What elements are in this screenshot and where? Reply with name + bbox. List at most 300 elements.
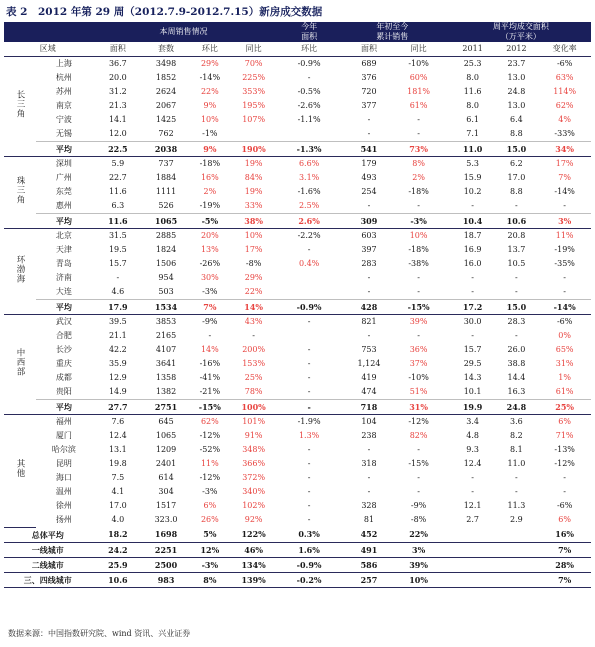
- cell-value: 78%: [244, 387, 263, 396]
- cell-value: 6%: [203, 501, 217, 510]
- summary-value: 46%: [232, 542, 276, 557]
- cell-value: -: [515, 287, 518, 296]
- cell-value: -: [471, 331, 474, 340]
- cell-value: 1065: [144, 214, 188, 229]
- cell-value: 1358: [155, 373, 177, 382]
- average-label: 平均: [36, 300, 91, 315]
- city-name: 北京: [55, 231, 72, 240]
- cell-value: -16%: [199, 359, 221, 368]
- cell-value: 13.7: [507, 245, 526, 254]
- cell-value: -8%: [410, 515, 427, 524]
- table-row: [4, 99, 591, 113]
- cell-value: 60%: [409, 73, 428, 82]
- cell-value: 0%: [558, 331, 571, 340]
- table-row: [4, 157, 591, 172]
- summary-value: 452: [343, 527, 396, 542]
- city-name: 天津: [55, 245, 72, 254]
- cell-value: 8.1: [510, 445, 523, 454]
- cell-value: -: [367, 201, 371, 210]
- cell-value: -3%: [202, 487, 218, 496]
- table-row: [4, 127, 591, 142]
- cell-value: -: [307, 373, 311, 382]
- cell-value: 9%: [188, 142, 232, 157]
- cell-value: 2038: [144, 142, 188, 157]
- cell-value: -6%: [556, 501, 573, 510]
- cell-value: 6.4: [510, 115, 523, 124]
- cell-value: -18%: [408, 245, 429, 254]
- cell-value: 2.5%: [298, 201, 320, 210]
- cell-value: 19.8: [108, 459, 127, 468]
- col-2012: 2012: [495, 42, 539, 57]
- cell-value: -9%: [202, 317, 218, 326]
- cell-value: 6.6%: [298, 159, 320, 168]
- cell-value: [284, 127, 334, 142]
- cell-value: 474: [361, 387, 377, 396]
- cell-value: 19%: [244, 187, 263, 196]
- cell-value: 2401: [155, 459, 177, 468]
- cell-value: 73%: [395, 142, 442, 157]
- summary-value: 25.9: [92, 557, 145, 572]
- cell-value: -: [307, 459, 311, 468]
- summary-value: 2251: [144, 542, 188, 557]
- cell-value: 31%: [395, 400, 442, 415]
- cell-value: 102%: [242, 501, 266, 510]
- cell-value: 1%: [558, 373, 571, 382]
- cell-value: 25%: [538, 400, 591, 415]
- cell-value: 17.9: [92, 300, 145, 315]
- cell-value: -52%: [199, 445, 221, 454]
- cell-value: 1209: [155, 445, 177, 454]
- header-weekly-avg: 周平均成交面积 （万平米）: [451, 22, 591, 42]
- cell-value: 954: [158, 273, 174, 282]
- cell-value: 2.6%: [284, 214, 334, 229]
- summary-row: [4, 572, 591, 587]
- table-row: [4, 199, 591, 214]
- cell-value: 10%: [409, 231, 428, 240]
- cell-value: 38%: [232, 214, 276, 229]
- cell-value: 2165: [155, 331, 177, 340]
- table-row: [4, 229, 591, 244]
- table-row: [4, 499, 591, 513]
- cell-value: 16%: [200, 173, 219, 182]
- table-row: [4, 443, 591, 457]
- cell-value: 15.0: [495, 300, 539, 315]
- city-name: 惠州: [55, 201, 72, 210]
- cell-value: 71%: [555, 431, 574, 440]
- cell-value: 70%: [244, 59, 263, 68]
- cell-value: 304: [158, 487, 174, 496]
- table-row: [4, 271, 591, 285]
- table-row: [4, 471, 591, 485]
- cell-value: 1517: [155, 501, 177, 510]
- table-row: [4, 85, 591, 99]
- header-cum-area: 今年 面积: [284, 22, 334, 42]
- cell-value: 39.5: [108, 317, 127, 326]
- cell-value: -12%: [408, 417, 429, 426]
- average-label: 平均: [36, 214, 91, 229]
- summary-value: [495, 542, 539, 557]
- city-name: 长沙: [55, 345, 72, 354]
- cell-value: 29%: [244, 273, 263, 282]
- cell-value: 104: [361, 417, 377, 426]
- cell-value: -1%: [202, 129, 218, 138]
- cell-value: -: [563, 473, 566, 482]
- cell-value: -: [367, 473, 371, 482]
- cell-value: 2%: [412, 173, 425, 182]
- col-units: 套数: [144, 42, 188, 57]
- cell-value: 2.9: [510, 515, 523, 524]
- cell-value: 20.0: [108, 73, 127, 82]
- col-wow: 环比: [188, 42, 232, 57]
- summary-value: [451, 527, 495, 542]
- cell-value: 107%: [242, 115, 266, 124]
- cell-value: -12%: [199, 431, 221, 440]
- cell-value: 3498: [155, 59, 177, 68]
- cell-value: 10%: [200, 115, 219, 124]
- cell-value: -: [307, 445, 311, 454]
- cell-value: 11%: [200, 459, 219, 468]
- cell-value: 14.4: [507, 373, 526, 382]
- average-label: 平均: [36, 142, 91, 157]
- region-label: 中西部: [4, 315, 36, 415]
- city-name: 东莞: [55, 187, 72, 196]
- cell-value: 1382: [155, 387, 177, 396]
- cell-value: 24.8: [495, 400, 539, 415]
- cell-value: 1884: [155, 173, 177, 182]
- cell-value: 3.4: [466, 417, 479, 426]
- city-name: 武汉: [55, 317, 72, 326]
- summary-value: [451, 572, 495, 587]
- cell-value: [284, 285, 334, 300]
- cell-value: 13.0: [507, 73, 526, 82]
- cell-value: 11.0: [507, 459, 526, 468]
- header-blank: [4, 22, 92, 42]
- cell-value: -: [307, 73, 311, 82]
- cell-value: -: [307, 515, 311, 524]
- cell-value: 62%: [555, 101, 574, 110]
- table-row: [4, 385, 591, 400]
- cell-value: -: [417, 287, 420, 296]
- cell-value: 190%: [232, 142, 276, 157]
- cell-value: 31.5: [108, 231, 127, 240]
- header-gap: [442, 22, 451, 42]
- cell-value: -: [208, 331, 212, 340]
- cell-value: -: [284, 400, 334, 415]
- summary-value: 8%: [188, 572, 232, 587]
- average-row: [4, 300, 591, 315]
- city-name: 大连: [55, 287, 72, 296]
- cell-value: 238: [361, 431, 377, 440]
- summary-value: 16%: [538, 527, 591, 542]
- cell-value: 428: [343, 300, 396, 315]
- cell-value: 493: [361, 173, 377, 182]
- cell-value: 17%: [244, 245, 263, 254]
- cell-value: 10%: [244, 231, 263, 240]
- cell-value: 31%: [555, 359, 574, 368]
- table-row: [4, 513, 591, 527]
- table-row: [4, 57, 591, 72]
- cell-value: 718: [343, 400, 396, 415]
- cell-value: -41%: [199, 373, 221, 382]
- cell-value: 2%: [203, 187, 217, 196]
- cell-value: 1065: [155, 431, 177, 440]
- summary-value: 5%: [188, 527, 232, 542]
- cell-value: [232, 127, 276, 142]
- cell-value: 5.9: [111, 159, 125, 168]
- cell-value: 42.2: [108, 345, 127, 354]
- cell-value: 283: [361, 259, 377, 268]
- average-row: [4, 214, 591, 229]
- cell-value: -: [252, 331, 255, 340]
- cell-value: 4107: [155, 345, 177, 354]
- cell-value: 22%: [200, 87, 219, 96]
- cell-value: 4.6: [111, 287, 125, 296]
- cell-value: 114%: [553, 87, 577, 96]
- cell-value: -: [307, 317, 311, 326]
- cell-value: -6%: [556, 59, 573, 68]
- cell-value: 38.8: [507, 359, 526, 368]
- cell-value: 737: [158, 159, 174, 168]
- cell-value: -1.3%: [284, 142, 334, 157]
- cell-value: 15.7: [463, 345, 482, 354]
- city-name: 上海: [55, 59, 72, 68]
- table-row: [4, 315, 591, 330]
- cell-value: 7.5: [111, 473, 125, 482]
- city-name: 深圳: [55, 159, 72, 168]
- cell-value: 20.8: [507, 231, 526, 240]
- cell-value: 51%: [409, 387, 428, 396]
- cell-value: 11.0: [451, 142, 495, 157]
- cell-value: -18%: [199, 159, 221, 168]
- cell-value: -: [116, 273, 120, 282]
- city-name: 合肥: [55, 331, 72, 340]
- city-name: 扬州: [55, 515, 72, 524]
- cell-value: 11.6: [108, 187, 127, 196]
- summary-value: 10.6: [92, 572, 145, 587]
- cell-value: -9%: [410, 501, 427, 510]
- cell-value: 12.0: [108, 129, 127, 138]
- city-name: 宁波: [55, 115, 72, 124]
- cell-value: 37%: [409, 359, 428, 368]
- cell-value: -: [563, 201, 566, 210]
- cell-value: -3%: [395, 214, 442, 229]
- cell-value: 7%: [188, 300, 232, 315]
- cell-value: 12.9: [108, 373, 127, 382]
- cell-value: -: [307, 345, 311, 354]
- table-body: [4, 57, 591, 588]
- cell-value: 15.0: [495, 142, 539, 157]
- cell-value: 30.0: [463, 317, 482, 326]
- cell-value: -1.6%: [297, 187, 321, 196]
- summary-value: 7%: [538, 572, 591, 587]
- cell-value: -6%: [556, 317, 573, 326]
- cell-value: -: [367, 487, 371, 496]
- cell-value: 195%: [242, 101, 266, 110]
- cell-value: 8%: [412, 159, 425, 168]
- cell-value: 3%: [538, 214, 591, 229]
- table-row: [4, 185, 591, 199]
- summary-label: 二线城市: [4, 557, 92, 572]
- cell-value: 1506: [155, 259, 177, 268]
- summary-value: 983: [144, 572, 188, 587]
- cell-value: 153%: [242, 359, 266, 368]
- cell-value: 14%: [200, 345, 219, 354]
- summary-value: 7%: [538, 542, 591, 557]
- summary-value: 12%: [188, 542, 232, 557]
- cell-value: 20%: [200, 231, 219, 240]
- cell-value: 1852: [155, 73, 177, 82]
- city-name: 哈尔滨: [51, 445, 76, 454]
- summary-value: 139%: [232, 572, 276, 587]
- cell-value: 179: [361, 159, 377, 168]
- cell-value: 81: [363, 515, 375, 524]
- cell-value: 12.4: [108, 431, 127, 440]
- cell-value: 7%: [558, 173, 571, 182]
- summary-value: 257: [343, 572, 396, 587]
- cell-value: -: [417, 445, 420, 454]
- city-name: 南京: [55, 101, 72, 110]
- cell-value: 12.1: [463, 501, 482, 510]
- cell-value: 5.3: [466, 159, 479, 168]
- cell-value: 720: [361, 87, 377, 96]
- cell-value: 6%: [558, 515, 571, 524]
- cell-value: 6.3: [111, 201, 125, 210]
- cell-value: -10%: [408, 373, 429, 382]
- cell-value: 348%: [242, 445, 266, 454]
- cell-value: 11.6: [92, 214, 145, 229]
- table-row: [4, 71, 591, 85]
- cell-value: 65%: [555, 345, 574, 354]
- cell-value: -14%: [538, 300, 591, 315]
- header-gap: [334, 22, 343, 42]
- summary-value: [495, 557, 539, 572]
- cell-value: 377: [361, 101, 377, 110]
- cell-value: -: [417, 201, 420, 210]
- cell-value: -: [307, 473, 311, 482]
- cell-value: 25.3: [463, 59, 482, 68]
- cell-value: 541: [343, 142, 396, 157]
- cell-value: -: [471, 287, 474, 296]
- cell-value: 19.5: [108, 245, 127, 254]
- cell-value: 6.1: [466, 115, 479, 124]
- cell-value: 17.0: [507, 173, 526, 182]
- cell-value: 397: [361, 245, 377, 254]
- cell-value: 3853: [155, 317, 177, 326]
- cell-value: -14%: [199, 73, 221, 82]
- cell-value: 35.9: [108, 359, 127, 368]
- cell-value: 225%: [242, 73, 266, 82]
- cell-value: 7.1: [466, 129, 479, 138]
- cell-value: -19%: [554, 245, 575, 254]
- region-label: 珠三角: [4, 157, 36, 229]
- cell-value: -: [307, 359, 311, 368]
- city-name: 苏州: [55, 87, 72, 96]
- average-label: 平均: [36, 400, 91, 415]
- col-cum-wow: 环比: [284, 42, 334, 57]
- summary-value: 491: [343, 542, 396, 557]
- city-name: 贵阳: [55, 387, 72, 396]
- cell-value: -: [417, 331, 420, 340]
- cell-value: 21.1: [108, 331, 127, 340]
- cell-value: 2067: [155, 101, 177, 110]
- cell-value: 16.0: [463, 259, 482, 268]
- cell-value: 17.2: [451, 300, 495, 315]
- col-ytd-area: 面积: [343, 42, 396, 57]
- cell-value: 181%: [407, 87, 431, 96]
- cell-value: -: [563, 287, 566, 296]
- summary-value: 2500: [144, 557, 188, 572]
- cell-value: 603: [361, 231, 377, 240]
- cell-value: 353%: [242, 87, 266, 96]
- cell-value: 16.3: [507, 387, 526, 396]
- cell-value: -: [417, 129, 420, 138]
- cell-value: 323.0: [154, 515, 178, 524]
- city-name: 福州: [55, 417, 72, 426]
- cell-value: 23.7: [507, 59, 526, 68]
- cell-value: 2885: [155, 231, 177, 240]
- city-name: 海口: [55, 473, 72, 482]
- cell-value: -21%: [199, 387, 221, 396]
- summary-value: 586: [343, 557, 396, 572]
- cell-value: 14.9: [108, 387, 127, 396]
- cell-value: 328: [361, 501, 377, 510]
- table-row: [4, 113, 591, 127]
- table-row: [4, 243, 591, 257]
- cell-value: 12.4: [463, 459, 482, 468]
- cell-value: 31.2: [108, 87, 127, 96]
- cell-value: 309: [343, 214, 396, 229]
- cell-value: 10.6: [495, 214, 539, 229]
- summary-value: 24.2: [92, 542, 145, 557]
- summary-value: 122%: [232, 527, 276, 542]
- cell-value: 15.9: [463, 173, 482, 182]
- cell-value: 1111: [155, 187, 177, 196]
- cell-value: 26%: [200, 515, 219, 524]
- city-name: 厦门: [55, 431, 72, 440]
- col-region: 区域: [4, 42, 92, 57]
- cell-value: 376: [361, 73, 377, 82]
- cell-value: -: [515, 331, 518, 340]
- cell-value: -: [563, 273, 566, 282]
- cell-value: -: [307, 387, 311, 396]
- cell-value: 14.3: [463, 373, 482, 382]
- summary-row: [4, 542, 591, 557]
- cell-value: 29%: [200, 59, 219, 68]
- cell-value: -: [471, 201, 474, 210]
- cell-value: -: [471, 273, 474, 282]
- cell-value: 0.4%: [298, 259, 320, 268]
- cell-value: 101%: [242, 417, 266, 426]
- cell-value: 84%: [244, 173, 263, 182]
- cell-value: 4%: [558, 115, 571, 124]
- summary-value: 28%: [538, 557, 591, 572]
- cell-value: 10.2: [463, 187, 482, 196]
- cell-value: 14%: [232, 300, 276, 315]
- cell-value: 9.3: [466, 445, 479, 454]
- cell-value: 6%: [558, 417, 571, 426]
- table-row: [4, 371, 591, 385]
- header-row-top: [4, 22, 591, 42]
- table-title: 表 2 2012 年第 29 周（2012.7.9-2012.7.15）新房成交数据: [6, 6, 323, 18]
- cell-value: -15%: [395, 300, 442, 315]
- cell-value: 753: [361, 345, 377, 354]
- table-row: [4, 343, 591, 357]
- cell-value: -: [367, 331, 371, 340]
- cell-value: -: [367, 129, 371, 138]
- cell-value: 19%: [244, 159, 263, 168]
- summary-value: -0.2%: [284, 572, 334, 587]
- col-2011: 2011: [451, 42, 495, 57]
